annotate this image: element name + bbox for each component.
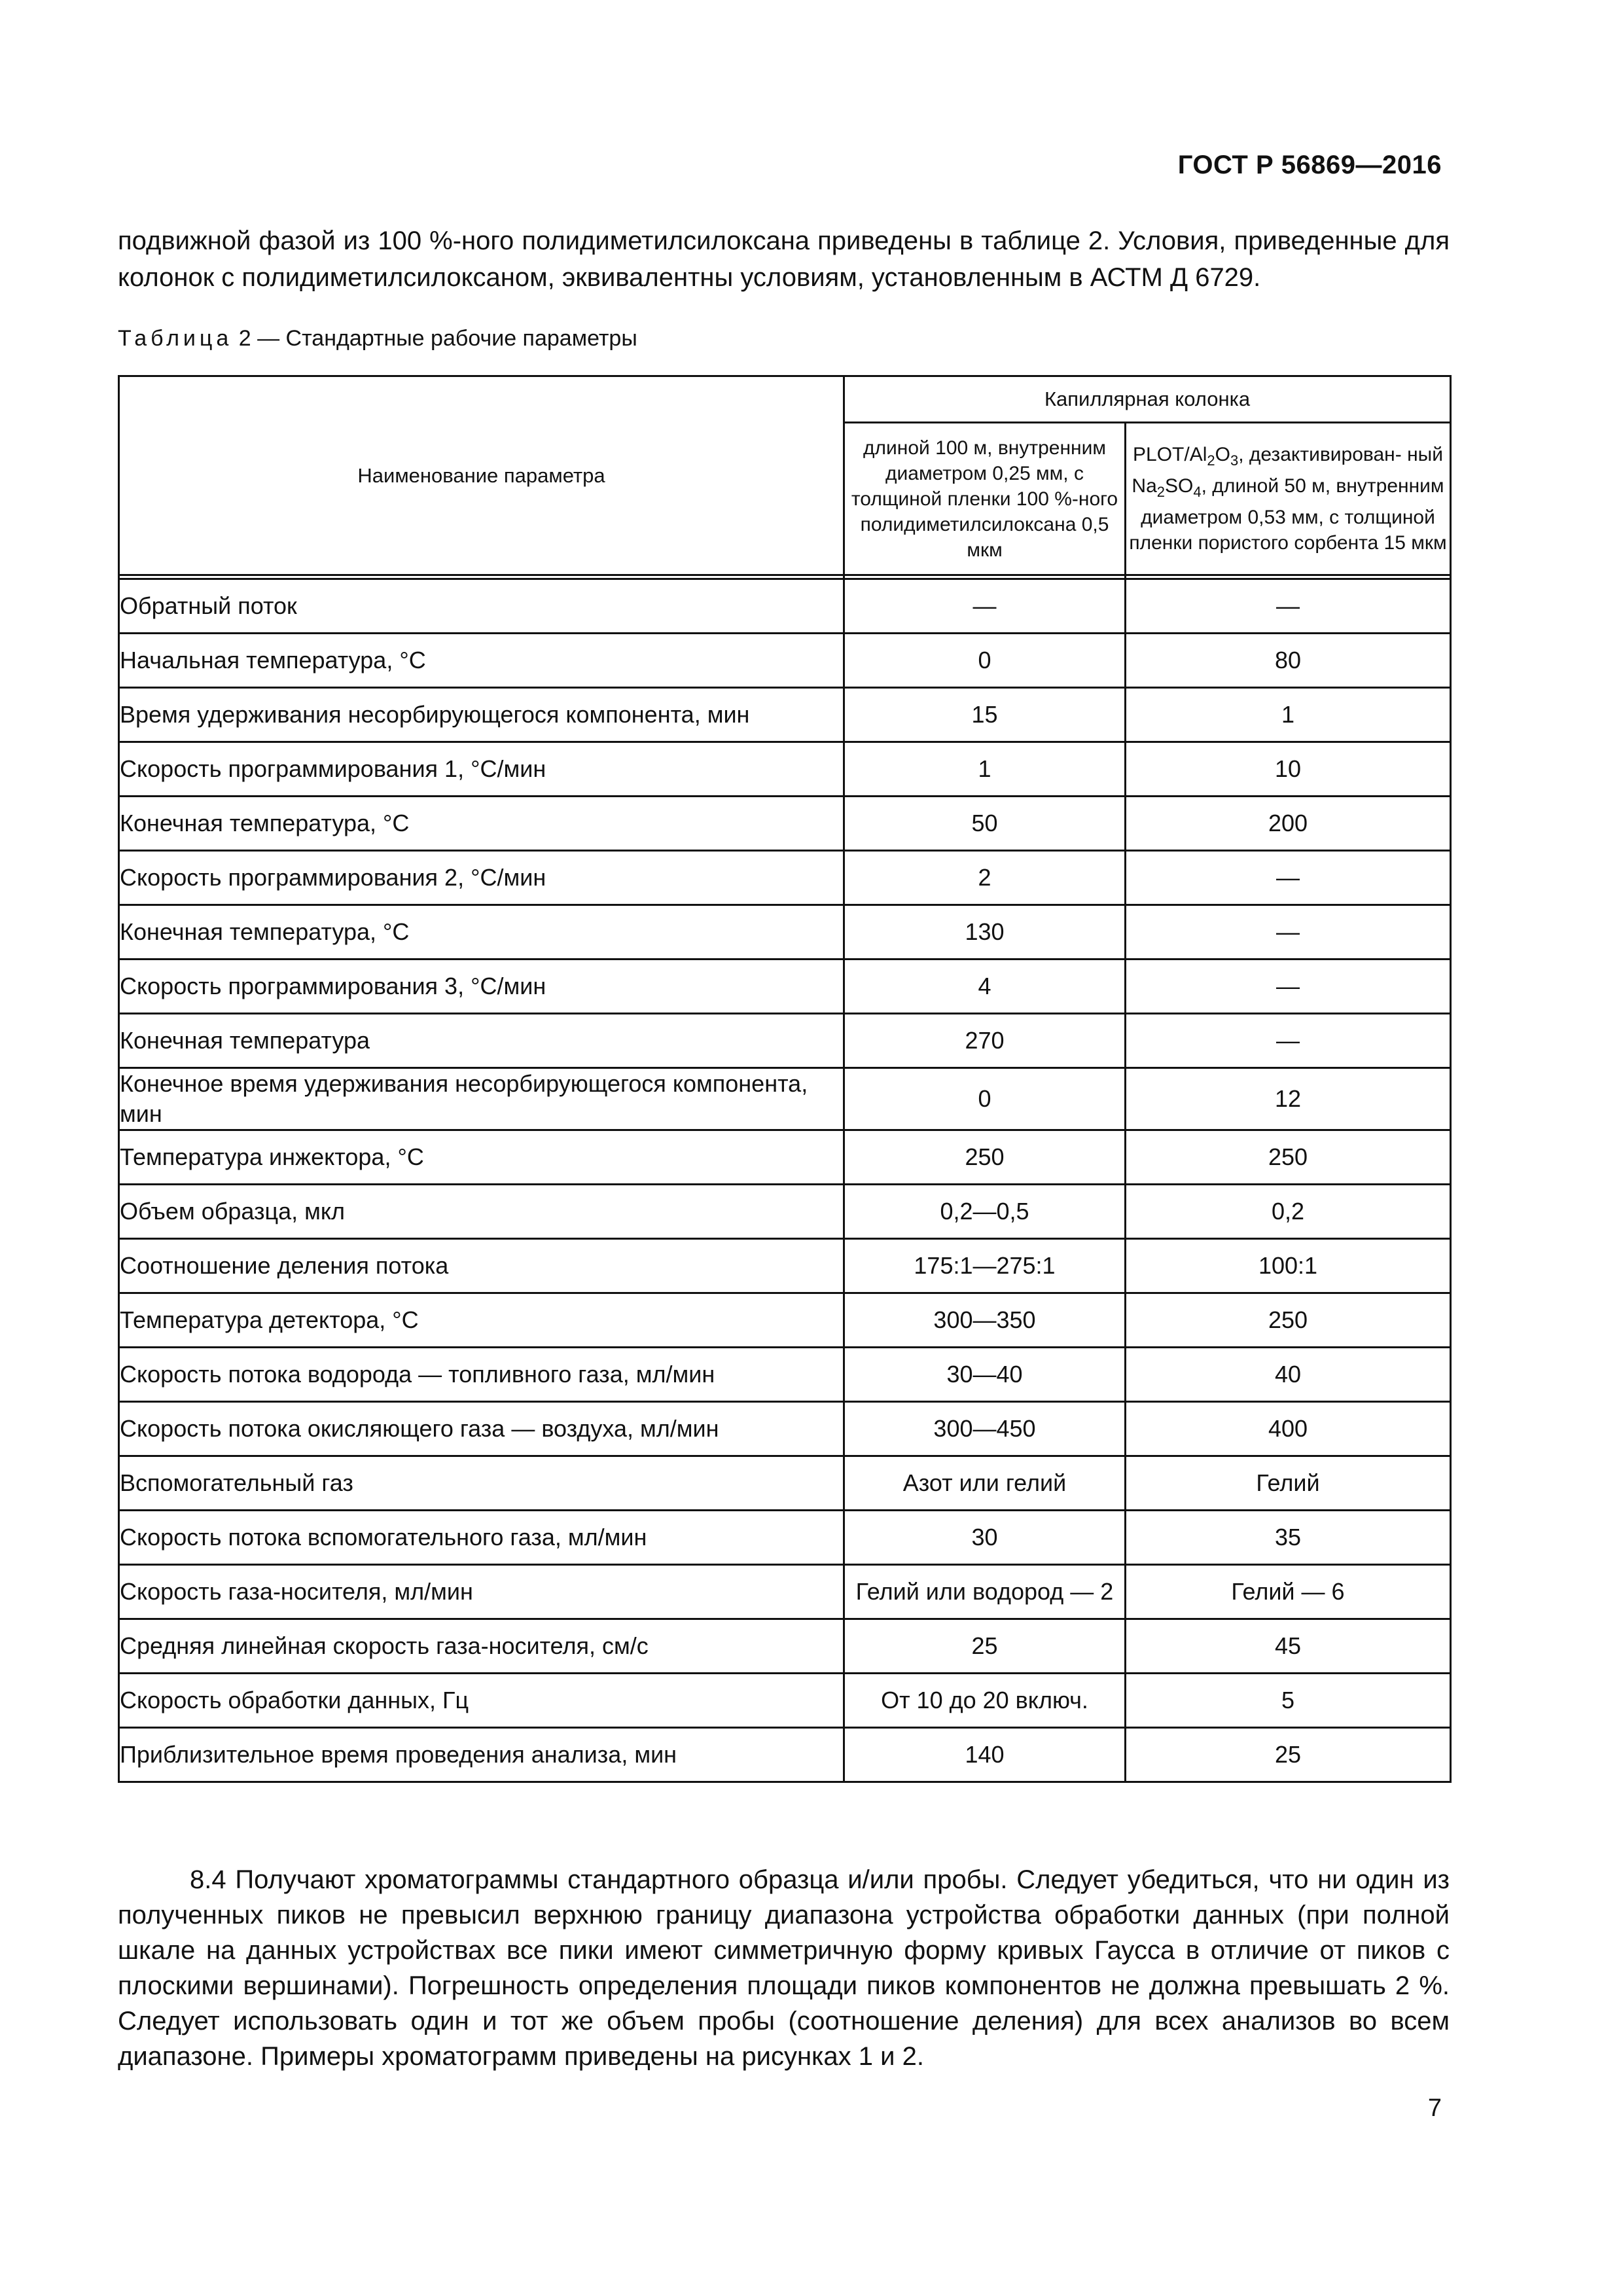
parameters-table [118,375,1452,1783]
page-number: 7 [1427,2094,1442,2122]
param-cell: Конечная температура, °С [119,797,844,851]
table-row [119,1014,1451,1068]
table-row [119,1456,1451,1511]
table-row [119,579,1451,634]
value-cell-pdms: 0 [844,634,1126,688]
value-cell-pdms: 0 [844,1068,1126,1130]
param-cell: Соотношение деления потока [119,1239,844,1293]
table-row [119,634,1451,688]
value-cell-pdms: 30—40 [844,1348,1126,1402]
param-cell: Скорость программирования 1, °С/мин [119,742,844,797]
table-row [119,851,1451,905]
param-cell: Начальная температура, °С [119,634,844,688]
value-cell-plot: — [1126,1014,1451,1068]
header-column-plot: PLOT/$Al_2O_3$, дезактивирован- ный $Na_2SO_4$, длиной 50 м, внутренним диаметром 0,53 мм, с толщиной пленки пористого сорбента 15 мкм [1126,423,1451,575]
param-cell: Конечная температура [119,1014,844,1068]
value-cell-plot: 200 [1126,797,1451,851]
value-cell-pdms: 50 [844,797,1126,851]
value-cell-pdms: 2 [844,851,1126,905]
value-cell-plot: 10 [1126,742,1451,797]
value-cell-plot: 1 [1126,688,1451,742]
param-cell: Температура детектора, °С [119,1293,844,1348]
table-row [119,1619,1451,1674]
param-cell: Скорость газа-носителя, мл/мин [119,1565,844,1619]
header-param-name: Наименование параметра [119,376,844,575]
value-cell-pdms: 175:1—275:1 [844,1239,1126,1293]
value-cell-plot: — [1126,579,1451,634]
value-cell-pdms: 30 [844,1511,1126,1565]
table-row [119,797,1451,851]
value-cell-plot: 400 [1126,1402,1451,1456]
value-cell-plot: — [1126,851,1451,905]
value-cell-pdms: 250 [844,1130,1126,1185]
intro-paragraph [118,223,1450,296]
value-cell-pdms: Азот или гелий [844,1456,1126,1511]
table-row [119,742,1451,797]
table-row [119,1130,1451,1185]
value-cell-pdms: 300—350 [844,1293,1126,1348]
param-cell: Объем образца, мкл [119,1185,844,1239]
value-cell-plot: 25 [1126,1728,1451,1782]
table-row [119,1185,1451,1239]
value-cell-plot: 35 [1126,1511,1451,1565]
param-cell: Приблизительное время проведения анализа, мин [119,1728,844,1782]
value-cell-pdms: 0,2—0,5 [844,1185,1126,1239]
document-id: ГОСТ Р 56869—2016 [1177,151,1442,179]
value-cell-plot: — [1126,905,1451,960]
value-cell-pdms: 270 [844,1014,1126,1068]
table-body [119,579,1451,1782]
table-row [119,1402,1451,1456]
table-row [119,1239,1451,1293]
table-caption [118,326,637,351]
param-cell: Скорость потока вспомогательного газа, мл/мин [119,1511,844,1565]
param-cell: Средняя линейная скорость газа-носителя, см/с [119,1619,844,1674]
param-cell: Конечная температура, °С [119,905,844,960]
value-cell-plot: Гелий [1126,1456,1451,1511]
header-capillary-column: Капиллярная колонка [844,376,1451,423]
param-cell: Скорость программирования 2, °С/мин [119,851,844,905]
table-caption-title: 2 — Стандартные рабочие параметры [232,326,637,351]
value-cell-pdms: 300—450 [844,1402,1126,1456]
table-caption-word: Таблица [118,326,233,351]
intro-text: подвижной фазой из 100 %-ного полидиметилсилоксана приведены в таблице 2. Условия, приведенные для колонок с полидиметилсилоксаном, эквивалентны условиям, установленным в АСТМ Д 6729. [118,226,1450,292]
param-cell: Температура инжектора, °С [119,1130,844,1185]
section-8-4-paragraph: 8.4 Получают хроматограммы стандартного образца и/или пробы. Следует убедиться, что ни один из полученных пиков не превысил верхнюю границу диапазона устройства обработки данных (при полной шкале на данных устройствах все пики имеют симметричную форму кривых Гаусса в отличие от пиков с плоскими вершинами). Погрешность определения площади пиков компонентов не должна превышать 2 %. Следует использовать один и тот же объем пробы (соотношение деления) для всех анализов во всем диапазоне. Примеры хроматограмм приведены на рисунках 1 и 2. [118,1865,1450,2071]
value-cell-pdms: 25 [844,1619,1126,1674]
table-row [119,960,1451,1014]
value-cell-plot: — [1126,960,1451,1014]
value-cell-pdms: Гелий или водород — 2 [844,1565,1126,1619]
table-row [119,905,1451,960]
value-cell-plot: 12 [1126,1068,1451,1130]
table-row [119,1565,1451,1619]
value-cell-plot: 100:1 [1126,1239,1451,1293]
table-row [119,1068,1451,1130]
value-cell-pdms: — [844,579,1126,634]
table-row [119,688,1451,742]
table-row [119,1728,1451,1782]
value-cell-pdms: От 10 до 20 включ. [844,1674,1126,1728]
table-row [119,1348,1451,1402]
table-row [119,1674,1451,1728]
value-cell-plot: 45 [1126,1619,1451,1674]
value-cell-plot: 80 [1126,634,1451,688]
value-cell-pdms: 130 [844,905,1126,960]
value-cell-pdms: 4 [844,960,1126,1014]
table-row [119,1511,1451,1565]
value-cell-pdms: 140 [844,1728,1126,1782]
value-cell-plot: Гелий — 6 [1126,1565,1451,1619]
value-cell-plot: 250 [1126,1130,1451,1185]
param-cell: Конечное время удерживания несорбирующегося компонента, мин [119,1068,844,1130]
value-cell-pdms: 1 [844,742,1126,797]
value-cell-plot: 40 [1126,1348,1451,1402]
table-row [119,1293,1451,1348]
param-cell: Вспомогательный газ [119,1456,844,1511]
param-cell: Обратный поток [119,579,844,634]
value-cell-plot: 5 [1126,1674,1451,1728]
param-cell: Время удерживания несорбирующегося компонента, мин [119,688,844,742]
param-cell: Скорость потока окисляющего газа — воздуха, мл/мин [119,1402,844,1456]
header-column-pdms: длиной 100 м, внутренним диаметром 0,25 мм, с толщиной пленки 100 %-ного полидиметилсилоксана 0,5 мкм [844,423,1126,575]
param-cell: Скорость программирования 3, °С/мин [119,960,844,1014]
value-cell-plot: 0,2 [1126,1185,1451,1239]
param-cell: Скорость обработки данных, Гц [119,1674,844,1728]
value-cell-plot: 250 [1126,1293,1451,1348]
param-cell: Скорость потока водорода — топливного газа, мл/мин [119,1348,844,1402]
value-cell-pdms: 15 [844,688,1126,742]
